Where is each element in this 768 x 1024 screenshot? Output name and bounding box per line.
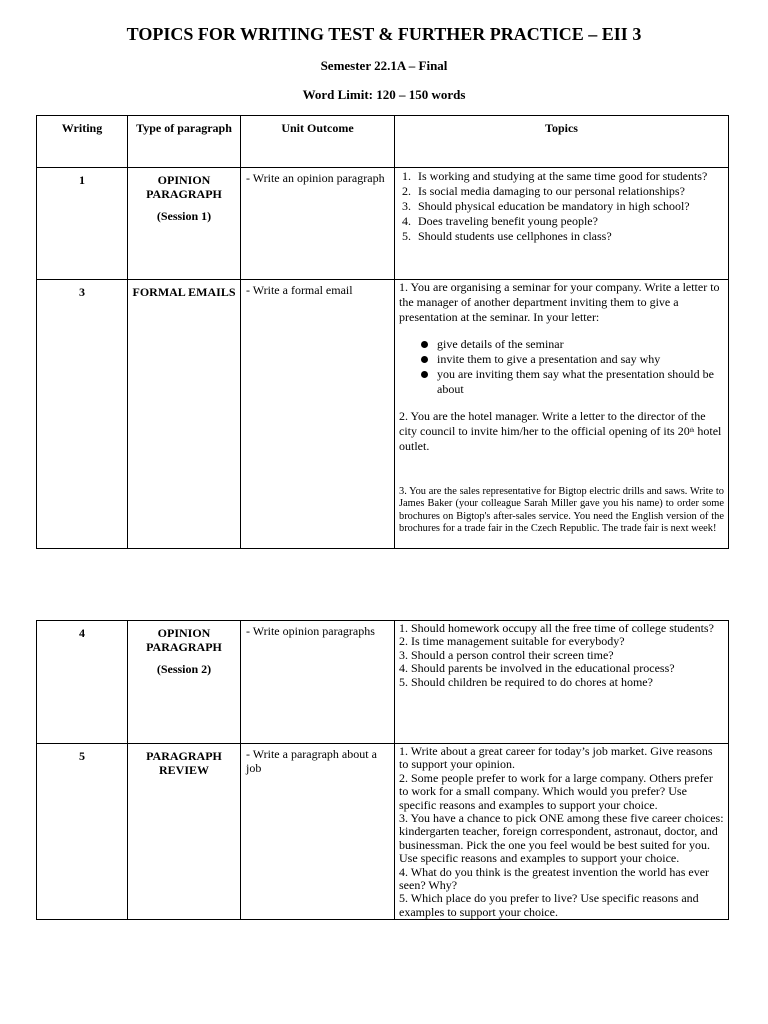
list-item: 4. Should parents be involved in the educational process? xyxy=(399,661,675,676)
topics-cell xyxy=(395,621,729,744)
session-label: (Session 1) xyxy=(156,209,212,223)
type-line: OPINION xyxy=(157,626,211,640)
list-item xyxy=(421,352,724,367)
unit-outcome: - Write an opinion paragraph xyxy=(241,168,395,280)
list-item: 5. Should children be required to do chores at home? xyxy=(399,674,653,689)
list-item xyxy=(421,337,724,352)
writing-number: 3 xyxy=(37,280,128,549)
writing-number: 1 xyxy=(37,168,128,280)
bullet-icon xyxy=(421,371,428,378)
superscript: th xyxy=(689,428,695,434)
list-item: 1. Write about a great career for today’s job market. Give reasons to support your opinion. xyxy=(399,744,713,772)
topics-cell xyxy=(395,168,729,280)
list-item: 1. Is working and studying at the same time good for students? xyxy=(414,169,724,184)
column-header-topics: Topics xyxy=(395,116,729,168)
topics-table-2 xyxy=(36,620,729,920)
list-item: 4. What do you think is the greatest invention the world has ever seen? Why? xyxy=(399,864,710,893)
list-item: 4. Does traveling benefit young people? xyxy=(414,214,724,229)
list-item: 5. Which place do you prefer to live? Use specific reasons and examples to support your choice. xyxy=(399,891,699,919)
bullet-text: invite them to give a presentation and say why xyxy=(437,352,661,366)
list-item: 3. Should a person control their screen time? xyxy=(399,647,614,662)
unit-outcome: - Write opinion paragraphs xyxy=(241,621,395,744)
type-line: PARAGRAPH xyxy=(146,640,222,654)
type-line: PARAGRAPH xyxy=(146,187,222,201)
list-item: 2. Is time management suitable for everybody? xyxy=(399,634,625,649)
topics-table-1 xyxy=(36,115,729,549)
list-item: 2. Is social media damaging to our personal relationships? xyxy=(414,184,724,199)
page-title: TOPICS FOR WRITING TEST & FURTHER PRACTICE – EII 3 xyxy=(126,24,642,44)
list-item: 1. Should homework occupy all the free time of college students? xyxy=(399,621,714,635)
type-line: FORMAL EMAILS xyxy=(132,285,236,299)
list-item: 3. Should physical education be mandatory in high school? xyxy=(414,199,724,214)
column-header-type: Type of paragraph xyxy=(128,116,241,168)
table-row xyxy=(37,621,729,744)
table-header-row xyxy=(37,116,729,168)
bullet-icon xyxy=(421,356,428,363)
topic-paragraph: 3. You are the sales representative for Bigtop electric drills and saws. Write to James Baker (your colleague Sarah Miller gave you his name) to order some brochures on Bigtop's after-sales service. You need the English version of the brochures for a trade fair in the Czech Republic. The trade fair is next week! xyxy=(399,486,724,535)
bullet-text: give details of the seminar xyxy=(437,337,564,351)
session-label: (Session 2) xyxy=(156,662,212,676)
list-item xyxy=(421,367,724,397)
bullet-list xyxy=(399,337,724,397)
topics-cell xyxy=(395,280,729,549)
paragraph-type xyxy=(128,280,241,549)
type-line: REVIEW xyxy=(158,763,209,777)
column-header-writing: Writing xyxy=(37,116,128,168)
semester-label: Semester 22.1A – Final xyxy=(320,58,448,73)
topic-text: hotel outlet. xyxy=(399,424,722,453)
paragraph-type xyxy=(128,621,241,744)
topic-paragraph xyxy=(399,409,724,454)
bullet-icon xyxy=(421,341,428,348)
bullet-text: you are inviting them say what the presentation should be about xyxy=(437,367,714,396)
list-item: 5. Should students use cellphones in class? xyxy=(414,229,724,244)
topics-cell xyxy=(395,744,729,920)
list-item: 3. You have a chance to pick ONE among these five career choices: kindergarten teacher, foreign correspondent, astronaut, doctor, and businessman. Pick the one you feel would be best suited for you. Use specific reasons and examples to support your choice. xyxy=(399,811,724,866)
paragraph-type xyxy=(128,744,241,920)
table-row xyxy=(37,168,729,280)
writing-number: 4 xyxy=(37,621,128,744)
unit-outcome: - Write a formal email xyxy=(241,280,395,549)
writing-number: 5 xyxy=(37,744,128,920)
type-line: PARAGRAPH xyxy=(146,749,222,763)
column-header-outcome: Unit Outcome xyxy=(241,116,395,168)
topic-paragraph: 1. You are organising a seminar for your company. Write a letter to the manager of another department inviting them to give a presentation at the seminar. In your letter: xyxy=(399,280,720,324)
unit-outcome: - Write a paragraph about a job xyxy=(241,744,395,920)
table-row xyxy=(37,280,729,549)
paragraph-type xyxy=(128,168,241,280)
word-limit-label: Word Limit: 120 – 150 words xyxy=(302,87,466,102)
type-line: OPINION xyxy=(157,173,211,187)
table-row xyxy=(37,744,729,920)
topic-text: 2. You are the hotel manager. Write a letter to the director of the city council to invite him/her to the official opening of its 20 xyxy=(399,409,706,438)
list-item: 2. Some people prefer to work for a large company. Others prefer to work for a small company. Which would you prefer? Use specific reasons and examples to support your choice. xyxy=(399,770,713,812)
topic-list xyxy=(399,169,724,244)
